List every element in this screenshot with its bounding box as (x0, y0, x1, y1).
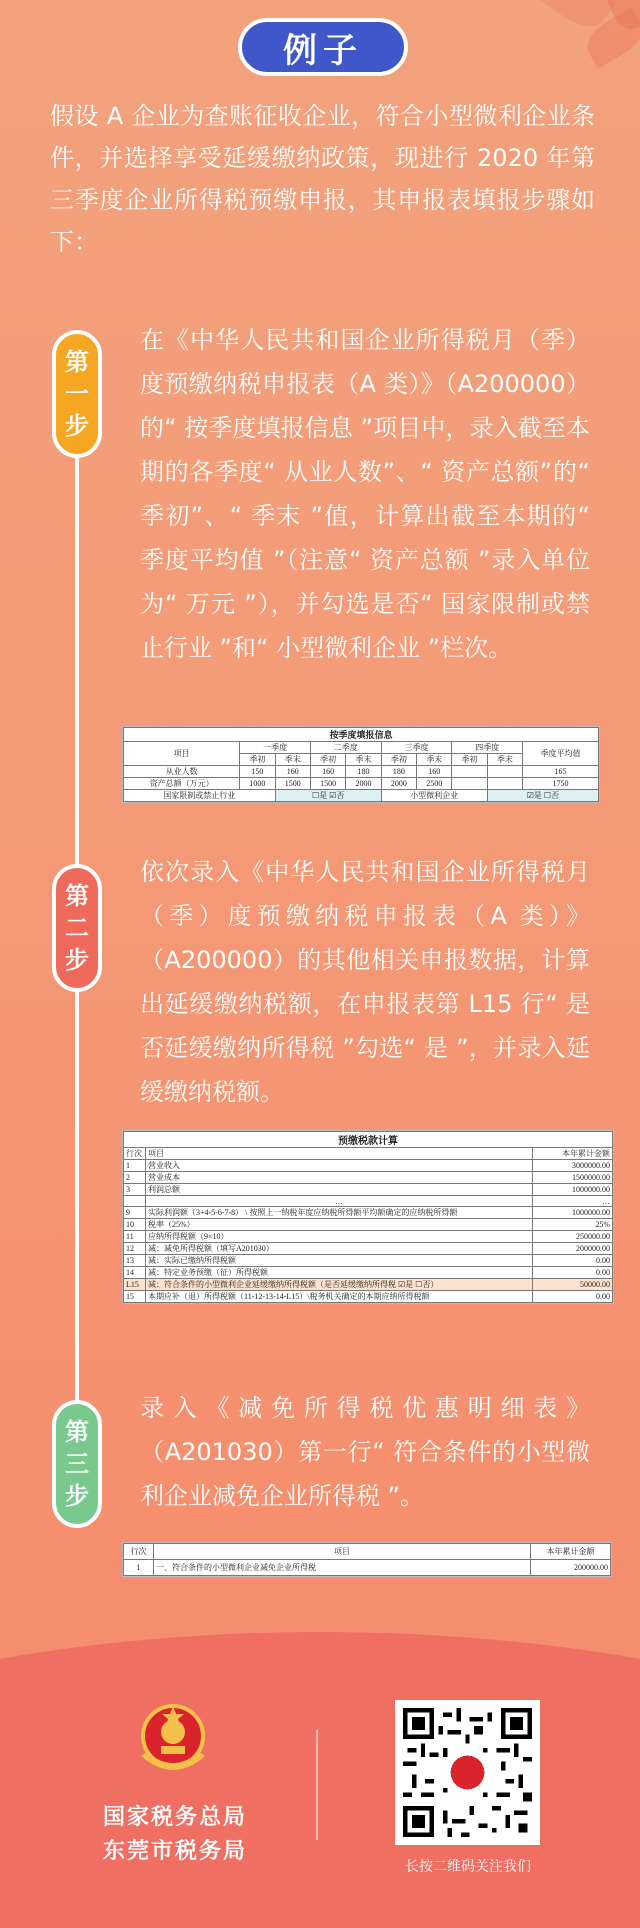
tax-emblem-icon (133, 1700, 213, 1782)
amount-cell: 250000.00 (533, 1231, 613, 1243)
cell: 2000 (346, 778, 381, 790)
amount-cell: 200000.00 (531, 1560, 611, 1576)
org-name-line2: 东莞市税务局 (102, 1839, 247, 1864)
cell (487, 766, 522, 778)
line-cell: L15 (124, 1279, 146, 1291)
step-3-char: 步 (65, 1482, 89, 1510)
item-cell: 减：符合条件的小型微利企业延缓缴纳所得税额（是否延缓缴纳所得税 ☑是 ☐否） (146, 1279, 533, 1291)
cell: 1500 (275, 778, 310, 790)
line-cell: 1 (124, 1160, 146, 1172)
line-cell: 15 (124, 1291, 146, 1303)
qr-code-icon[interactable] (395, 1700, 540, 1845)
restricted-checkbox: ☐是 ☑否 (275, 790, 381, 802)
sub-header: 季末 (417, 754, 452, 766)
line-header: 行次 (124, 1544, 154, 1560)
item-cell: 营业收入 (146, 1160, 533, 1172)
cell (487, 778, 522, 790)
item-cell: … (146, 1196, 533, 1207)
cell: 2000 (381, 778, 416, 790)
small-label: 小型微利企业 (381, 790, 487, 802)
sub-header: 季初 (381, 754, 416, 766)
quarter-header: 四季度 (452, 742, 523, 754)
small-checkbox: ☑是 ☐否 (487, 790, 598, 802)
footer-background (0, 1632, 640, 1928)
step-3-char: 第 (65, 1418, 89, 1446)
amount-cell: 0.00 (533, 1291, 613, 1303)
amount-cell: 200000.00 (533, 1243, 613, 1255)
table-row (124, 778, 599, 790)
item-cell: 实际利润额（3+4-5-6-7-8） \ 按照上一纳税年度应纳税所得额平均额确定的应纳税所得额 (146, 1207, 533, 1219)
cell: 1000 (240, 778, 275, 790)
step-3-char: 三 (65, 1450, 89, 1478)
amount-cell: 1500000.00 (533, 1172, 613, 1184)
tax-calculation-table (122, 1130, 614, 1304)
item-header: 项目 (154, 1544, 531, 1560)
amount-header: 本年累计金额 (531, 1544, 611, 1560)
table-row (124, 1219, 613, 1231)
table-caption: 预缴税款计算 (124, 1132, 613, 1148)
table-row (124, 1291, 613, 1303)
relief-detail-table (122, 1542, 612, 1577)
restricted-label: 国家限制或禁止行业 (124, 790, 276, 802)
sub-header: 季末 (346, 754, 381, 766)
table-row (124, 1560, 611, 1576)
cell: 160 (275, 766, 310, 778)
item-cell: 应纳所得税额（9×10） (146, 1231, 533, 1243)
sub-header: 季末 (487, 754, 522, 766)
table-row (124, 1243, 613, 1255)
sub-header: 季初 (452, 754, 487, 766)
amount-cell: 0.00 (533, 1267, 613, 1279)
item-cell: 减：减免所得税额（填写A201030） (146, 1243, 533, 1255)
avg-cell: 1750 (523, 778, 599, 790)
amount-cell: 1000000.00 (533, 1207, 613, 1219)
item-cell: 减：特定业务预缴（征）所得税额 (146, 1267, 533, 1279)
line-cell (124, 1196, 146, 1207)
table-row (124, 790, 599, 802)
step-1-text: 在《中华人民共和国企业所得税月（季）度预缴纳税申报表（A 类）》（A200000）的“ 按季度填报信息 ”项目中，录入截至本期的各季度“ 从业人数”、“ 资产总额”的“ 季初”、“ 季末 ”值，计算出截至本期的“ 季度平均值 ”（注意“ 资产总额 ”录入单位为“ 万元 ”），并勾选是否“ 国家限制或禁止行业 ”和“ 小型微利企业 ”栏次。 (140, 326, 590, 662)
step-1-char: 第 (65, 348, 89, 376)
line-cell: 1 (124, 1560, 154, 1576)
row-label: 从业人数 (124, 766, 240, 778)
item-header: 项目 (146, 1148, 533, 1160)
table-row (124, 1255, 613, 1267)
item-cell: 利润总额 (146, 1184, 533, 1196)
row-label: 资产总额（万元） (124, 778, 240, 790)
line-cell: 10 (124, 1219, 146, 1231)
item-cell: 本期应补（退）所得税额（11-12-13-14-L15）\税务机关确定的本期应纳所得税额 (146, 1291, 533, 1303)
cell: 180 (346, 766, 381, 778)
table-row (124, 766, 599, 778)
cell (452, 778, 487, 790)
step-2-char: 步 (65, 946, 89, 974)
sub-header: 季末 (275, 754, 310, 766)
step-2-char: 第 (65, 882, 89, 910)
line-cell: 9 (124, 1207, 146, 1219)
item-cell: 一、符合条件的小型微利企业减免企业所得税 (154, 1560, 531, 1576)
cell: 2500 (417, 778, 452, 790)
cell: 160 (417, 766, 452, 778)
step-2-badge (52, 864, 102, 992)
step-1-char: 步 (65, 412, 89, 440)
quarter-header: 一季度 (240, 742, 311, 754)
table-caption: 按季度填报信息 (124, 728, 599, 742)
line-header: 行次 (124, 1148, 146, 1160)
step-3-text: 录入《减免所得税优惠明细表》（A201030）第一行“ 符合条件的小型微利企业减免企业所得税 ”。 (140, 1394, 590, 1510)
item-cell: 税率（25%） (146, 1219, 533, 1231)
line-cell: 3 (124, 1184, 146, 1196)
table-row (124, 1172, 613, 1184)
cell: 1500 (310, 778, 345, 790)
step-3-badge (52, 1400, 102, 1528)
table-row-highlight (124, 1279, 613, 1291)
item-header: 项目 (124, 742, 240, 766)
quarter-header: 三季度 (381, 742, 452, 754)
cell (452, 766, 487, 778)
line-cell: 11 (124, 1231, 146, 1243)
amount-cell: 25% (533, 1219, 613, 1231)
cell: 180 (381, 766, 416, 778)
line-cell: 13 (124, 1255, 146, 1267)
step-1-badge (52, 330, 102, 458)
line-cell: 14 (124, 1267, 146, 1279)
amount-header: 本年累计金额 (533, 1148, 613, 1160)
step-2-char: 二 (65, 914, 89, 942)
amount-cell: 1000000.00 (533, 1184, 613, 1196)
amount-cell: … (533, 1196, 613, 1207)
table-row (124, 1160, 613, 1172)
cell: 150 (240, 766, 275, 778)
avg-header: 季度平均值 (523, 742, 599, 766)
table-row (124, 1184, 613, 1196)
avg-cell: 165 (523, 766, 599, 778)
amount-cell: 50000.00 (533, 1279, 613, 1291)
step-1-char: 一 (65, 380, 89, 408)
table-row (124, 1267, 613, 1279)
sub-header: 季初 (310, 754, 345, 766)
table-row (124, 1207, 613, 1219)
table-row (124, 1231, 613, 1243)
cell: 160 (310, 766, 345, 778)
item-cell: 减：实际已缴纳所得税额 (146, 1255, 533, 1267)
quarterly-info-table (122, 726, 600, 803)
intro-paragraph: 假设 A 企业为查账征收企业，符合小型微利企业条件，并选择享受延缓缴纳政策，现进行 2020 年第三季度企业所得税预缴申报，其申报表填报步骤如下： (50, 102, 595, 256)
example-badge: 例子 (238, 18, 408, 76)
amount-cell: 0.00 (533, 1255, 613, 1267)
table-row (124, 1196, 613, 1207)
sub-header: 季初 (240, 754, 275, 766)
quarter-header: 二季度 (310, 742, 381, 754)
item-cell: 营业成本 (146, 1172, 533, 1184)
line-cell: 2 (124, 1172, 146, 1184)
qr-caption: 长按二维码关注我们 (405, 1859, 531, 1875)
amount-cell: 3000000.00 (533, 1160, 613, 1172)
line-cell: 12 (124, 1243, 146, 1255)
org-name-line1: 国家税务总局 (102, 1805, 247, 1830)
footer-divider (316, 1730, 318, 1840)
step-2-text: 依次录入《中华人民共和国企业所得税月（季）度预缴纳税申报表（A 类）》（A200000）的其他相关申报数据，计算出延缓缴纳税额，在申报表第 L15 行“ 是否延缓缴纳所得税 ”勾选“ 是 ”，并录入延缓缴纳税额。 (140, 858, 590, 1106)
